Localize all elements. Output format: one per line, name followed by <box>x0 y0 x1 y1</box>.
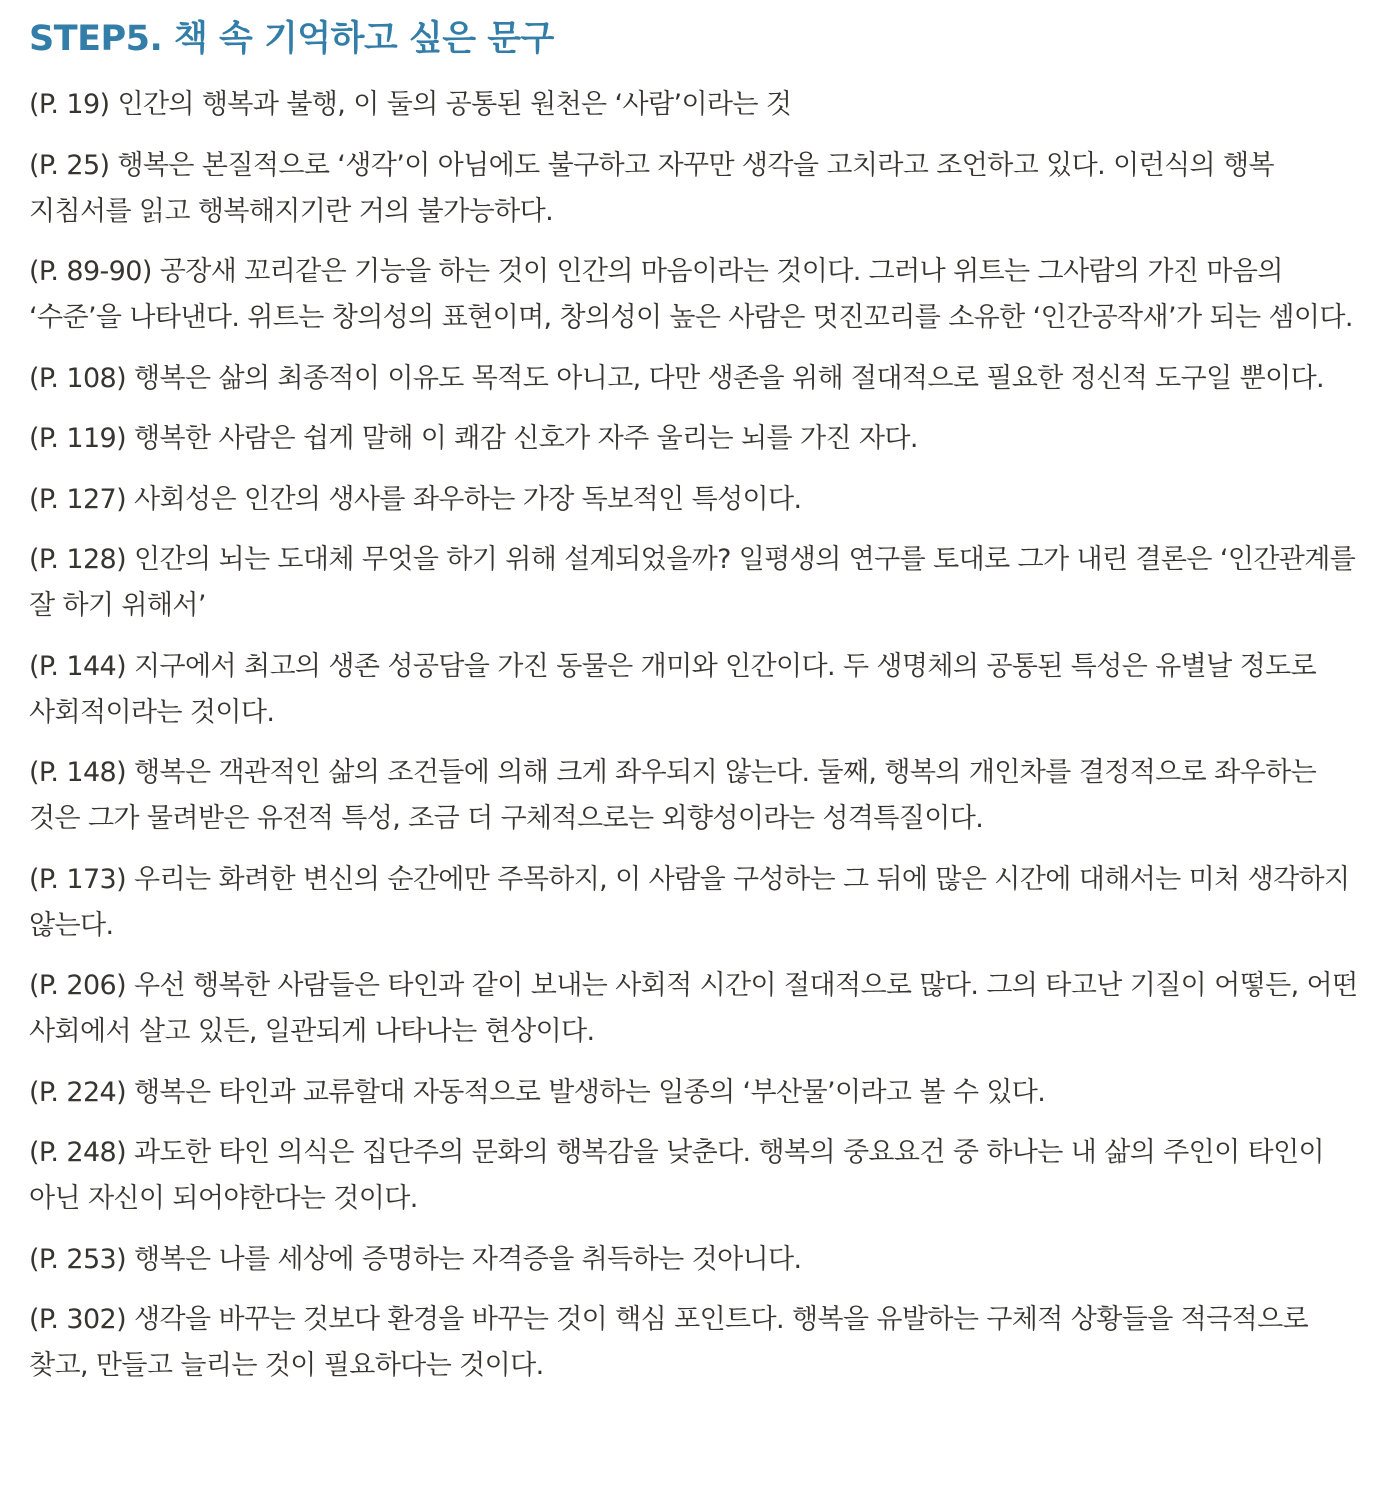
quote-page-ref: (P. 108) <box>29 362 127 394</box>
quote-text: 지구에서 최고의 생존 성공담을 가진 동물은 개미와 인간이다. 두 생명체의 공통된 특성은 유별날 정도로 사회적이라는 것이다. <box>29 650 1317 728</box>
quote-text: 행복은 나를 세상에 증명하는 자격증을 취득하는 것아니다. <box>134 1243 802 1275</box>
quote-page-ref: (P. 148) <box>29 757 127 788</box>
quote-item <box>29 1297 1361 1389</box>
quote-page-ref: (P. 128) <box>29 544 127 575</box>
quote-text: 우리는 화려한 변신의 순간에만 주목하지, 이 사람을 구성하는 그 뒤에 많은 시간에 대해서는 미처 생각하지 않는다. <box>29 863 1350 941</box>
quote-text: 인간의 뇌는 도대체 무엇을 하기 위해 설계되었을까? 일평생의 연구를 토대로 그가 내린 결론은 ‘인간관계를 잘 하기 위해서’ <box>29 544 1356 621</box>
quote-item <box>29 249 1361 341</box>
quote-page-ref: (P. 206) <box>29 970 127 1001</box>
quote-text: 과도한 타인 의식은 집단주의 문화의 행복감을 낮춘다. 행복의 중요요건 중 하나는 내 삶의 주인이 타인이 아닌 자신이 되어야한다는 것이다. <box>29 1137 1325 1214</box>
quote-text: 공장새 꼬리같은 기능을 하는 것이 인간의 마음이라는 것이다. 그러나 위트는 그사람의 가진 마음의 ‘수준’을 나타낸다. 위트는 창의성의 표현이며, 창의성이 높은 사람은 멋진꼬리를 소유한 ‘인간공작새’가 되는 셈이다. <box>29 256 1353 333</box>
quote-page-ref: (P. 248) <box>29 1137 127 1168</box>
quote-item <box>29 857 1361 949</box>
quote-item <box>29 1237 1361 1283</box>
quote-item <box>29 416 1361 462</box>
quote-page-ref: (P. 224) <box>29 1076 127 1108</box>
quote-text: 우선 행복한 사람들은 타인과 같이 보내는 사회적 시간이 절대적으로 많다. 그의 타고난 기질이 어떻든, 어떤 사회에서 살고 있든, 일관되게 나타나는 현상이다. <box>29 970 1358 1047</box>
quote-item <box>29 356 1361 402</box>
quote-text: 행복한 사람은 쉽게 말해 이 쾌감 신호가 자주 울리는 뇌를 가진 자다. <box>134 423 918 454</box>
quote-item <box>29 82 1361 128</box>
quote-text: 행복은 삶의 최종적이 이유도 목적도 아니고, 다만 생존을 위해 절대적으로 필요한 정신적 도구일 뿐이다. <box>134 362 1325 394</box>
quote-page-ref: (P. 127) <box>29 483 127 515</box>
quote-page-ref: (P. 253) <box>29 1243 127 1275</box>
quote-page-ref: (P. 119) <box>29 423 127 454</box>
quote-text: 사회성은 인간의 생사를 좌우하는 가장 독보적인 특성이다. <box>134 483 802 515</box>
quote-item <box>29 1130 1361 1222</box>
quote-item <box>29 750 1361 842</box>
quote-page-ref: (P. 173) <box>29 863 127 895</box>
quote-item <box>29 963 1361 1055</box>
quote-page-ref: (P. 144) <box>29 650 127 682</box>
quote-item <box>29 1070 1361 1116</box>
quote-text: 행복은 타인과 교류할대 자동적으로 발생하는 일종의 ‘부산물’이라고 볼 수 있다. <box>134 1076 1046 1108</box>
section-heading: STEP5. 책 속 기억하고 싶은 문구 <box>29 19 554 59</box>
quote-page-ref: (P. 89-90) <box>29 256 152 287</box>
quote-text: 행복은 본질적으로 ‘생각’이 아님에도 불구하고 자꾸만 생각을 고치라고 조언하고 있다. 이런식의 행복 지침서를 읽고 행복해지기란 거의 불가능하다. <box>29 149 1274 227</box>
quote-text: 행복은 객관적인 삶의 조건들에 의해 크게 좌우되지 않는다. 둘째, 행복의 개인차를 결정적으로 좌우하는 것은 그가 물려받은 유전적 특성, 조금 더 구체적으로는 외향성이라는 성격특질이다. <box>29 757 1317 834</box>
quote-item <box>29 477 1361 523</box>
quote-item <box>29 143 1361 235</box>
quote-page-ref: (P. 25) <box>29 149 110 181</box>
quote-text: 인간의 행복과 불행, 이 둘의 공통된 원천은 ‘사람’이라는 것 <box>117 89 792 120</box>
quote-text: 생각을 바꾸는 것보다 환경을 바꾸는 것이 핵심 포인트다. 행복을 유발하는 구체적 상황들을 적극적으로 찾고, 만들고 늘리는 것이 필요하다는 것이다. <box>29 1304 1309 1381</box>
quote-page-ref: (P. 302) <box>29 1304 127 1335</box>
quote-item <box>29 644 1361 736</box>
quote-list <box>29 82 1361 1389</box>
quote-page-ref: (P. 19) <box>29 89 110 120</box>
quote-item <box>29 537 1361 629</box>
